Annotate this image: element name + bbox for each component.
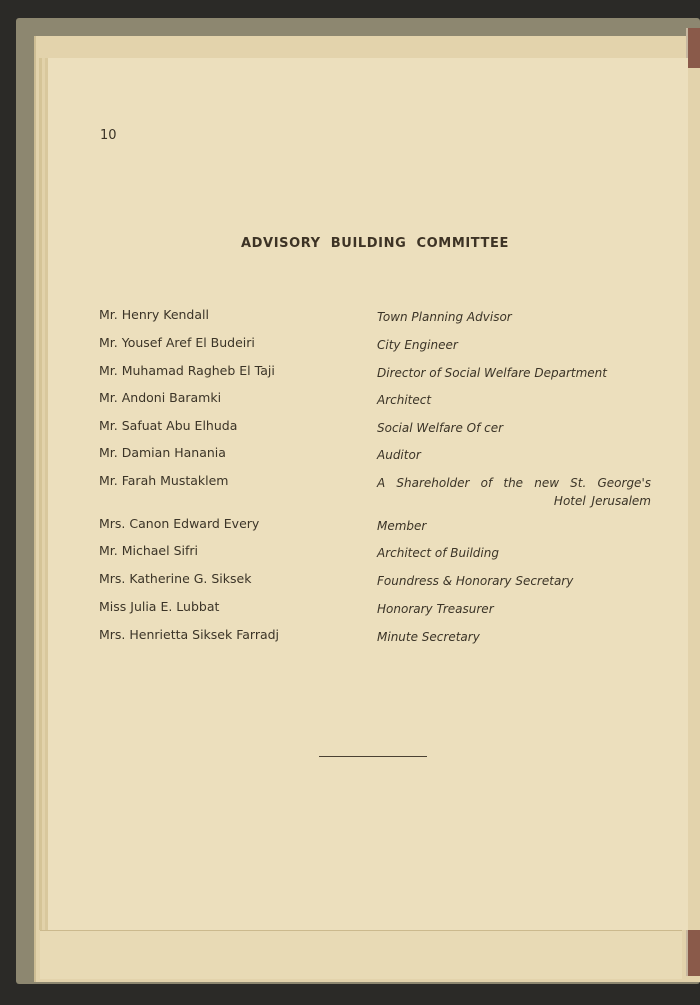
member-role: Foundress & Honorary Secretary (377, 574, 574, 588)
member-role: Architect (377, 393, 432, 407)
member-role: Member (377, 519, 427, 533)
page-bottom-edge (40, 930, 682, 979)
member-role: City Engineer (377, 338, 458, 352)
page-number: 10 (100, 128, 117, 143)
member-name: Mrs. Canon Edward Every (99, 516, 260, 531)
member-name: Mr. Muhamad Ragheb El Taji (99, 363, 275, 378)
member-role: Honorary Treasurer (377, 602, 494, 616)
page-title: ADVISORY BUILDING COMMITTEE (241, 236, 509, 251)
member-name: Mr. Yousef Aref El Budeiri (99, 335, 255, 350)
member-role: Auditor (377, 448, 421, 462)
member-name: Mr. Farah Mustaklem (99, 473, 229, 488)
member-name: Mr. Michael Sifri (99, 543, 198, 558)
member-name: Mr. Andoni Baramki (99, 390, 222, 405)
ribbon-marker-top (686, 28, 700, 68)
section-divider (319, 756, 427, 757)
member-name: Mrs. Henrietta Siksek Farradj (99, 627, 280, 642)
member-role: Director of Social Welfare Department (377, 366, 607, 380)
member-role: Architect of Building (377, 546, 499, 560)
member-role: Town Planning Advisor (377, 310, 512, 324)
member-role: A Shareholder of the new St. George's Hotel Jerusalem (377, 476, 651, 508)
member-name: Mr. Safuat Abu Elhuda (99, 418, 238, 433)
member-name: Mr. Damian Hanania (99, 445, 226, 460)
member-name: Mr. Henry Kendall (99, 307, 209, 322)
ribbon-marker-bottom (686, 930, 700, 976)
member-name: Mrs. Katherine G. Siksek (99, 571, 252, 586)
member-role: Social Welfare Of cer (377, 421, 504, 435)
member-name: Miss Julia E. Lubbat (99, 599, 220, 614)
member-role: Minute Secretary (377, 630, 480, 644)
